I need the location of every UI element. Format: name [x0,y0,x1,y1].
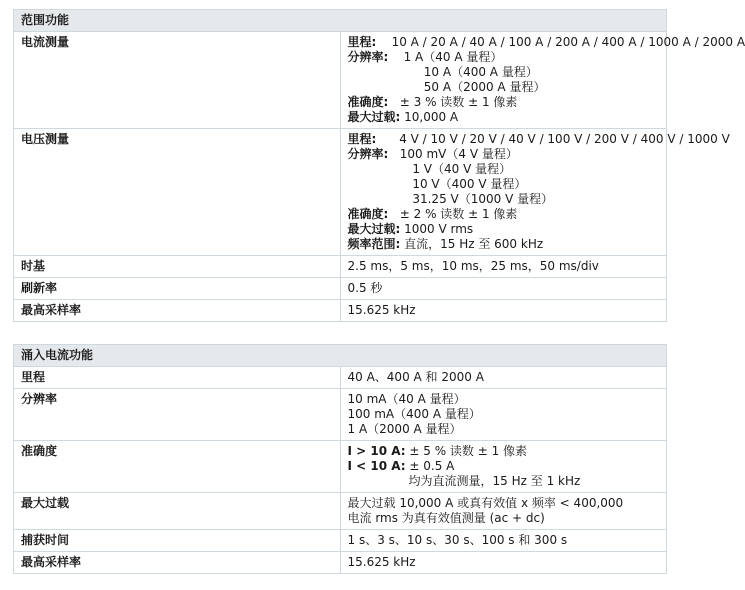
value-key: 频率范围: [347,237,401,251]
table-row [14,129,667,256]
value-text: 均为直流测量，15 Hz 至 1 kHz [347,474,581,488]
row-label: 最大过载 [14,493,341,530]
row-value [340,389,667,441]
row-value [340,493,667,530]
row-label: 分辨率 [14,389,341,441]
table-row [14,552,667,574]
row-value [340,300,667,322]
value-text: 15.625 kHz [347,303,416,317]
value-text: ± 0.5 A [405,459,455,473]
table-row [14,367,667,389]
value-text: 4 V / 10 V / 20 V / 40 V / 100 V / 200 V / 400 V / 1000 V [376,132,730,146]
value-text: 电流 rms 为真有效值测量 (ac + dc) [347,511,545,525]
value-key: 最大过载: [347,110,401,124]
value-text: 0.5 秒 [347,281,383,295]
row-label: 里程 [14,367,341,389]
value-text: 10,000 A [400,110,459,124]
value-text: 1000 V rms [400,222,474,236]
row-value [340,278,667,300]
value-key: 最大过载: [347,222,401,236]
section-title: 涌入电流功能 [14,345,667,367]
row-value [340,441,667,493]
section-title: 范围功能 [14,10,667,32]
table-row [14,256,667,278]
value-text: 15.625 kHz [347,555,416,569]
value-text: 100 mA（400 A 量程） [347,407,481,421]
table-row [14,300,667,322]
row-value [340,530,667,552]
row-label: 刷新率 [14,278,341,300]
table-row [14,389,667,441]
value-key: 准确度: [347,207,389,221]
row-value [340,552,667,574]
table-row [14,32,667,129]
value-text: 40 A、400 A 和 2000 A [347,370,484,384]
row-label: 准确度 [14,441,341,493]
value-key: 分辨率: [347,147,389,161]
value-text: ± 2 % 读数 ± 1 像素 [388,207,518,221]
value-text: ± 3 % 读数 ± 1 像素 [388,95,518,109]
value-text: 1 V（40 V 量程） [347,162,512,176]
value-text: 1 s、3 s、10 s、30 s、100 s 和 300 s [347,533,568,547]
row-value [340,129,730,256]
row-label: 最高采样率 [14,300,341,322]
value-text: ± 5 % 读数 ± 1 像素 [405,444,528,458]
value-key: I > 10 A: [347,444,406,458]
value-text: 直流，15 Hz 至 600 kHz [400,237,544,251]
value-text: 10 mA（40 A 量程） [347,392,466,406]
row-label: 最高采样率 [14,552,341,574]
table-row [14,278,667,300]
value-text: 10 A / 20 A / 40 A / 100 A / 200 A / 400 A / 1000 A / 2000 A [376,35,745,49]
scope-function-table [13,9,745,322]
value-key: I < 10 A: [347,459,406,473]
table-row [14,493,667,530]
table-row [14,530,667,552]
value-text: 31.25 V（1000 V 量程） [347,192,554,206]
value-key: 里程: [347,132,377,146]
row-label: 捕获时间 [14,530,341,552]
row-label: 时基 [14,256,341,278]
row-value [340,367,667,389]
value-text: 50 A（2000 A 量程） [347,80,546,94]
value-text: 2.5 ms，5 ms，10 ms，25 ms，50 ms/div [347,259,599,273]
value-text: 10 A（400 A 量程） [347,65,538,79]
value-text: 最大过载 10,000 A 或真有效值 x 频率 < 400,000 [347,496,624,510]
value-key: 里程: [347,35,377,49]
row-value [340,32,745,129]
table-row [14,441,667,493]
inrush-current-table [13,344,667,574]
value-text: 100 mV（4 V 量程） [388,147,518,161]
row-label: 电压测量 [14,129,341,256]
row-label: 电流测量 [14,32,341,129]
value-key: 准确度: [347,95,389,109]
value-text: 1 A（40 A 量程） [388,50,503,64]
value-text: 1 A（2000 A 量程） [347,422,462,436]
value-key: 分辨率: [347,50,389,64]
row-value [340,256,667,278]
value-text: 10 V（400 V 量程） [347,177,527,191]
